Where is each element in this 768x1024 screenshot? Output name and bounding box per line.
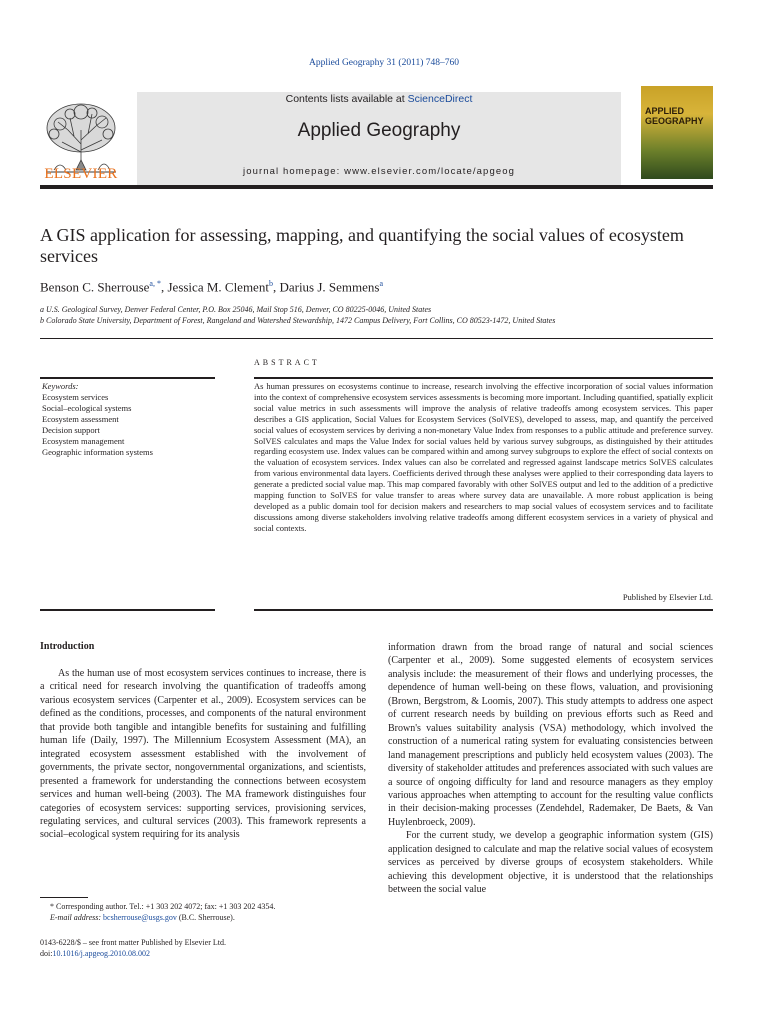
author-list [40, 279, 713, 295]
body-paragraph: For the current study, we develop a geographic information system (GIS) application designed to calculate and map the relative social values of ecosystem services as perceived by diverse groups of ecosystem stakeholders. While achieving this development objective, it is understood that the relationships between the social value [388, 830, 713, 896]
keyword-item: Geographic information systems [42, 447, 153, 457]
doi-line [40, 949, 366, 960]
article-title: A GIS application for assessing, mapping, and quantifying the social values of ecosystem services [40, 225, 684, 266]
cover-art [641, 86, 713, 179]
abstract-copyright: Published by Elsevier Ltd. [622, 592, 713, 602]
author-separator: , [272, 279, 280, 295]
doi-link[interactable]: 10.1016/j.apgeog.2010.08.002 [52, 948, 150, 958]
keywords-bottom-rule [40, 609, 215, 611]
email-suffix: (B.C. Sherrouse). [176, 912, 235, 922]
footnote-rule [40, 897, 88, 898]
keywords-title: Keywords: [42, 381, 79, 391]
body-paragraph: As the human use of most ecosystem services continues to increase, there is a critical need for research involving the quantification of tradeoffs among various ecosystem services (Carpenter et al., 2009). Ecosystem services can be defined as the conditions, processes, and components of the natural environment that provide both tangible and intangible benefits for sustaining and fulfilling human life (Daily, 1997). The Millennium Ecosystem Assessment (MA), an integrated ecosystem assessment established with the involvement of governments, the private sector, nongovernmental organizations, and scientists, presented a framework for understanding the connections between ecosystem services and human well-being (2003). The MA framework distinguishes four categories of ecosystem services: supporting services, provisioning services, regulating services, and cultural services (2003). This framework represents a social–ecological system requiring for its analysis [40, 668, 366, 841]
journal-title[interactable]: Applied Geography [297, 120, 461, 141]
keywords-top-rule [40, 377, 215, 379]
email-link[interactable]: bcsherrouse@usgs.gov [103, 912, 177, 922]
author-name[interactable]: Darius J. Semmens [279, 279, 380, 295]
journal-citation[interactable]: Applied Geography 31 (2011) 748–760 [308, 58, 460, 68]
issn-line: 0143-6228/$ – see front matter Published by Elsevier Ltd. [40, 938, 226, 947]
abstract-heading: ABSTRACT [254, 358, 320, 367]
doi-prefix: doi: [40, 948, 53, 958]
footnote [40, 902, 366, 923]
abstract-text: As human pressures on ecosystems continue to increase, research involving the effective incorporation of social values information into the context of comprehensive ecosystem services assessments is becoming more important. Including quantified, spatially explicit social value metrics in such assessments will improve the analysis of relative tradeoffs among ecosystem services. This paper describes a GIS application, Social Values for Ecosystem Services (SolVES), developed to assess, map, and quantify the perceived social values of ecosystem services by deriving a non-monetary Value Index from responses to a public attitude and preference survey. SolVES calculates and maps the Value Index for social values held by various survey subgroups, as distinguished by their attitudes regarding ecosystem use. Index values can be compared within and among survey subgroups to explore the effect of social contexts on the valuation of ecosystem services. Index values can also be correlated and regressed against landscape metrics SolVES calculates from various environmental data layers. Coefficients derived through these analyses were applied to their corresponding data layers to generate a predicted social value map. This map compared favorably with other SolVES output and led to the addition of a predictive mapping function to SolVES for value transfer to areas where survey data are unavailable. A more robust application is being developed as a public domain tool for decision makers and researchers to map social values of ecosystem services and to facilitate discussions among diverse stakeholders involving relative tradeoffs among different ecosystem services in a variety of physical and social contexts. [254, 381, 713, 533]
section-divider [40, 338, 713, 339]
issn-block [40, 938, 366, 959]
corresponding-author-note: * Corresponding author. Tel.: +1 303 202 4072; fax: +1 303 202 4354. [50, 902, 276, 911]
email-line [40, 913, 366, 924]
introduction-heading: Introduction [40, 641, 95, 652]
keywords-box [42, 381, 217, 458]
affiliation-b: b Colorado State University, Department of Forest, Rangeland and Watershed Stewardship, 1472 Campus Delivery, Fort Collins, CO 80523-1472, United States [40, 316, 556, 325]
keyword-item: Social–ecological systems [42, 403, 132, 413]
author-name[interactable]: Jessica M. Clement [167, 279, 269, 295]
header-rule [40, 185, 713, 189]
abstract-top-rule [254, 377, 713, 379]
keyword-item: Ecosystem services [42, 392, 109, 402]
abstract-bottom-rule [254, 609, 713, 611]
body-column-left [40, 667, 366, 842]
email-label: E-mail address: [50, 912, 104, 922]
body-paragraph: information drawn from the broad range of natural and social sciences (Carpenter et al., 2009). Some suggested elements of ecosystem services analysis include: the measurement of their flows and underlying processes, the dependence of human well-being on these flows, valuation, and provisioning (Brown, Bergstrom, & Loomis, 2007). This study attempts to address one aspect of current research needs by building on previous efforts such as Reed and Brown's values suitability analysis (VSA) methodology, which involved the construction of a numerical rating system for evaluating consistencies between land management prescriptions and publicly held ecosystem values (2003). The diversity of stakeholder attitudes and preferences associated with such values are a source of ongoing difficulty for land and resource managers as they employ various approaches when attempting to account for the resulting value conflicts in their decision-making processes (Zendehdel, Rademaker, De Baets, & Van Huylenbroeck, 2009). [388, 642, 713, 828]
sciencedirect-link[interactable]: ScienceDirect [407, 93, 473, 105]
cover-title: APPLIED GEOGRAPHY [645, 106, 704, 126]
contents-prefix: Contents lists available at [285, 93, 408, 105]
keyword-item: Ecosystem management [42, 436, 125, 446]
author-affiliation-marker[interactable]: b [268, 279, 273, 288]
contents-line [137, 93, 621, 105]
keyword-item: Ecosystem assessment [42, 414, 119, 424]
keyword-item: Decision support [42, 425, 100, 435]
author-separator: , [160, 279, 168, 295]
journal-homepage[interactable]: journal homepage: www.elsevier.com/locate/apgeog [243, 166, 515, 177]
author-affiliation-marker[interactable]: a, * [149, 279, 161, 288]
affiliation-a: a U.S. Geological Survey, Denver Federal Center, P.O. Box 25046, Mail Stop 516, Denver, CO 80225-0046, United States [40, 305, 432, 314]
elsevier-wordmark[interactable]: ELSEVIER [44, 166, 118, 182]
author-affiliation-marker[interactable]: a [379, 279, 384, 288]
author-name[interactable]: Benson C. Sherrouse [40, 279, 150, 295]
body-column-right [388, 641, 713, 897]
journal-cover-thumbnail[interactable] [641, 86, 713, 179]
